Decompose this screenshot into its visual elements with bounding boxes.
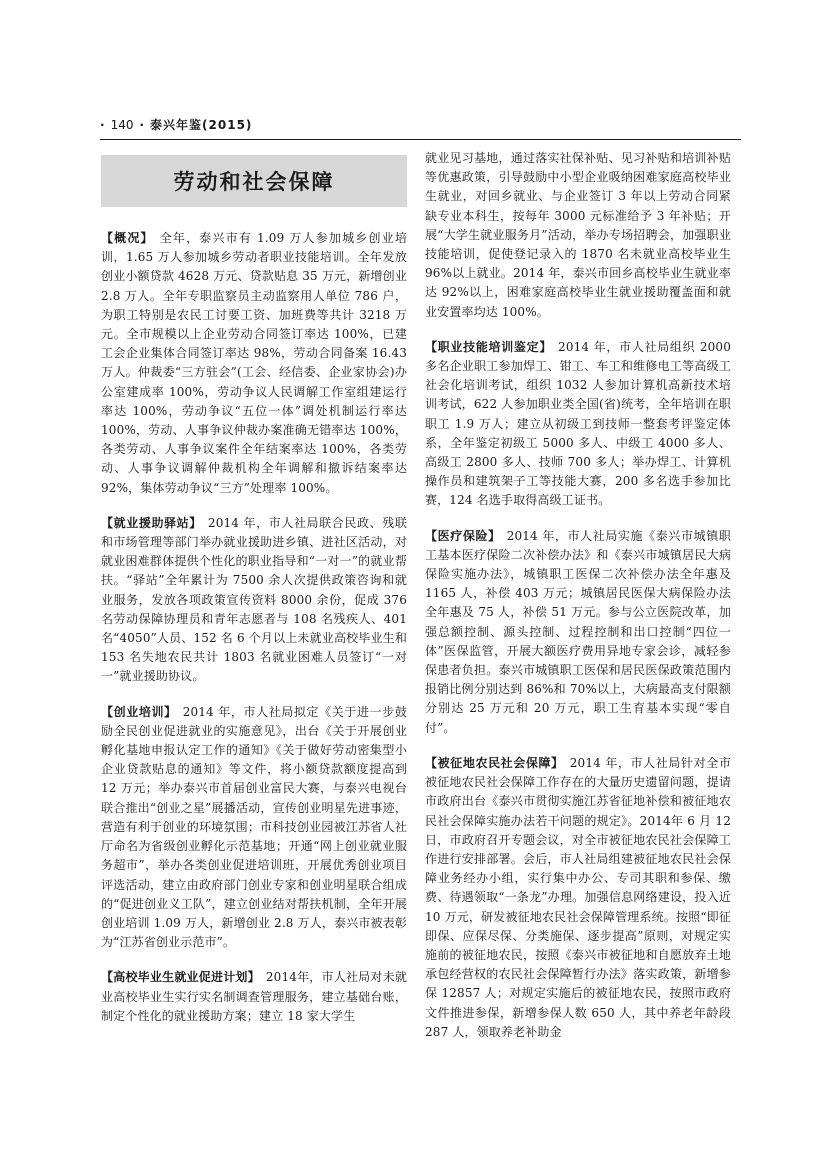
- paragraph-text: 2014 年，市人社局拟定《关于进一步鼓励全民创业促进就业的实施意见》，出台《关于开展创业孵化基地申报认定工作的通知》《关于做好劳动密集型小企业贷款贴息的通知》等文件，将小额贷款额度提高到 12 万元；举办泰兴市首届创业富民大赛，与泰兴电视台联合推出“创业之星”展播活动，宣传创业明星先进事迹，营造有利于创业的环境氛围；市科技创业园被江苏省人社厅命名为省级创业孵化示范基地；开通“网上创业就业服务超市”，举办各类创业促进培训班，开展优秀创业项目评选活动，建立由政府部门创业专家和创业明星联合组成的“促进创业义工队”，建立创业结对帮扶机制，全年开展创业培训 1.09 万人，新增创业 2.8 万人，泰兴市被表彰为“江苏省创业示范市”。: [101, 704, 407, 950]
- paragraph-label: 【概况】: [101, 231, 154, 245]
- paragraph-label: 【被征地农民社会保障】: [425, 755, 564, 770]
- header-bullet: ·: [100, 118, 105, 132]
- paragraph-text: 2014 年，市人社局联合民政、残联和市场管理等部门举办就业援助进乡镇、进社区活动，对就业困难群体提供个性化的职业指导和“一对一”的就业帮扶。“驿站”全年累计为 7500 余人次提供政策咨询和就业服务，发放各项政策宣传资料 8000 余份，促成 376 名劳动保障协理员和青年志愿者与 108 名残疾人、401 名“4050”人员、152 名 6 个月以上未就业高校毕业生和 153 名失地农民共计 1803 名就业困难人员签订“一对一”就业援助协议。: [101, 515, 408, 684]
- paragraph-text: 2014 年，市人社局针对全市被征地农民社会保障工作存在的大量历史遗留问题，提请市政府出台《泰兴市贯彻实施江苏省征地补偿和被征地农民社会保障实施办法若干问题的规定》。2014年 6 月 12 日，市政府召开专题会议，对全市被征地农民社会保障工作进行安排部署。会后，市人社局组建被征地农民社会保障业务经办小组，实行集中办公、专司其职和参保、缴费、待遇领取“一条龙”办理。加强信息网络建设，投入近 10 万元，研发被征地农民社会保障管理系统。按照“即征即保、应保尽保、分类施保、逐步提高”原则，对规定实施前的被征地农民，按照《泰兴市被征地和自愿放弃土地承包经营权的农民社会保障暂行办法》落实政策，新增参保 12857 人；对规定实施后的被征地农民，按照市政府文件推进参保，新增参保人数 650 人，其中养老年龄段 287 人，领取养老补助金: [425, 755, 731, 1039]
- paragraph-employment-station: [101, 514, 407, 687]
- paragraph-label: 【创业培训】: [101, 704, 177, 719]
- paragraph-landless-farmers: [425, 754, 731, 1042]
- page-number: 140: [110, 118, 134, 132]
- paragraph-medical-insurance: [425, 527, 731, 738]
- paragraph-graduate-employment: [101, 968, 407, 1026]
- paragraph-text: 就业见习基地，通过落实社保补贴、见习补贴和培训补贴等优惠政策，引导鼓励中小型企业吸纳困难家庭高校毕业生就业，对回乡就业、与企业签订 3 年以上劳动合同紧缺专业本科生，按每年 3000 元标准给予 3 年补贴；开展“大学生就业服务月”活动，举办专场招聘会，加强职业技能培训，促使登记录入的 1870 名未就业高校毕业生 96%以上就业。2014 年，泰兴市回乡高校毕业生就业率达 92%以上，困难家庭高校毕业生就业援助覆盖面和就业安置率均达 100%。: [425, 151, 731, 319]
- left-column: [101, 149, 407, 1042]
- header-rule: [100, 139, 741, 140]
- paragraph-overview: [101, 229, 407, 498]
- publication-title: 泰兴年鉴(2015): [150, 118, 253, 132]
- paragraph-graduate-continued: [425, 149, 731, 322]
- paragraph-label: 【高校毕业生就业促进计划】: [101, 970, 260, 985]
- paragraph-label: 【职业技能培训鉴定】: [425, 339, 553, 354]
- section-title: 劳动和社会保障: [173, 170, 335, 194]
- paragraph-text: 2014 年，市人社局组织 2000 多名企业职工参加焊工、钳工、车工和维修电工等高级工社会化培训考试，组织 1032 人参加计算机高新技术培训考试，622 人参加职业类全国(省)统考，全年培训在职职工 1.9 万人；建立从初级工到技师一整套考评鉴定体系，全年鉴定初级工 5000 多人、中级工 4000 多人、高级工 2800 多人、技师 700 多人；举办焊工、计算机操作员和建筑架子工等技能大赛，200 多名选手参加比赛，124 名选手取得高级工证书。: [425, 339, 731, 508]
- paragraph-label: 【就业援助驿站】: [101, 515, 202, 530]
- right-column: [425, 149, 731, 1058]
- paragraph-text: 全年，泰兴市有 1.09 万人参加城乡创业培训，1.65 万人参加城乡劳动者职业技能培训。全年发放创业小额贷款 4628 万元、贷款贴息 35 万元，新增创业 2.8 万人。全年专职监察员主动监察用人单位 786 户，为职工特别是农民工讨要工资、加班费等共计 3218 万元。全市规模以上企业劳动合同签订率达 100%，已建工会企业集体合同签订率达 98%，劳动合同备案 16.43 万人。仲裁委“三方驻会”(工会、经信委、企业家协会)办公室建成率 100%，劳动争议人民调解工作室组建运行率达 100%，劳动争议“五位一体”调处机制运行率达 100%，劳动、人事争议仲裁办案准确无错率达 100%，各类劳动、人事争议案件全年结案率达 100%，各类劳动、人事争议调解仲裁机构全年调解和撤诉结案率达 92%，集体劳动争议“三方”处理率 100%。: [101, 231, 407, 495]
- paragraph-text: 2014年，市人社局对未就业高校毕业生实行实名制调查管理服务，建立基础台账，制定个性化的就业援助方案；建立 18 家大学生: [101, 970, 407, 1023]
- header-bullet-2: ·: [139, 118, 145, 132]
- paragraph-skills-training: [425, 338, 731, 511]
- paragraph-label: 【医疗保险】: [425, 528, 501, 543]
- paragraph-text: 2014 年，市人社局实施《泰兴市城镇职工基本医疗保险二次补偿办法》和《泰兴市城镇居民大病保险实施办法》，城镇职工医保二次补偿办法全年惠及 1165 人，补偿 403 万元；城镇居民医保大病保险办法全年惠及 75 人，补偿 51 万元。参与公立医院改革，加强总额控制、源头控制、过程控制和出口控制“四位一体”医保监管，开展大额医疗费用异地专家会诊，减轻参保患者负担。泰兴市城镇职工医保和居民医保政策范围内报销比例分别达到 86%和 70%以上，大病最高支付限额分别达 25 万元和 20 万元，职工生育基本实现“零自付”。: [425, 528, 731, 735]
- section-title-box: [101, 155, 407, 207]
- page-header: [100, 118, 740, 132]
- paragraph-entrepreneurship-training: [101, 703, 407, 953]
